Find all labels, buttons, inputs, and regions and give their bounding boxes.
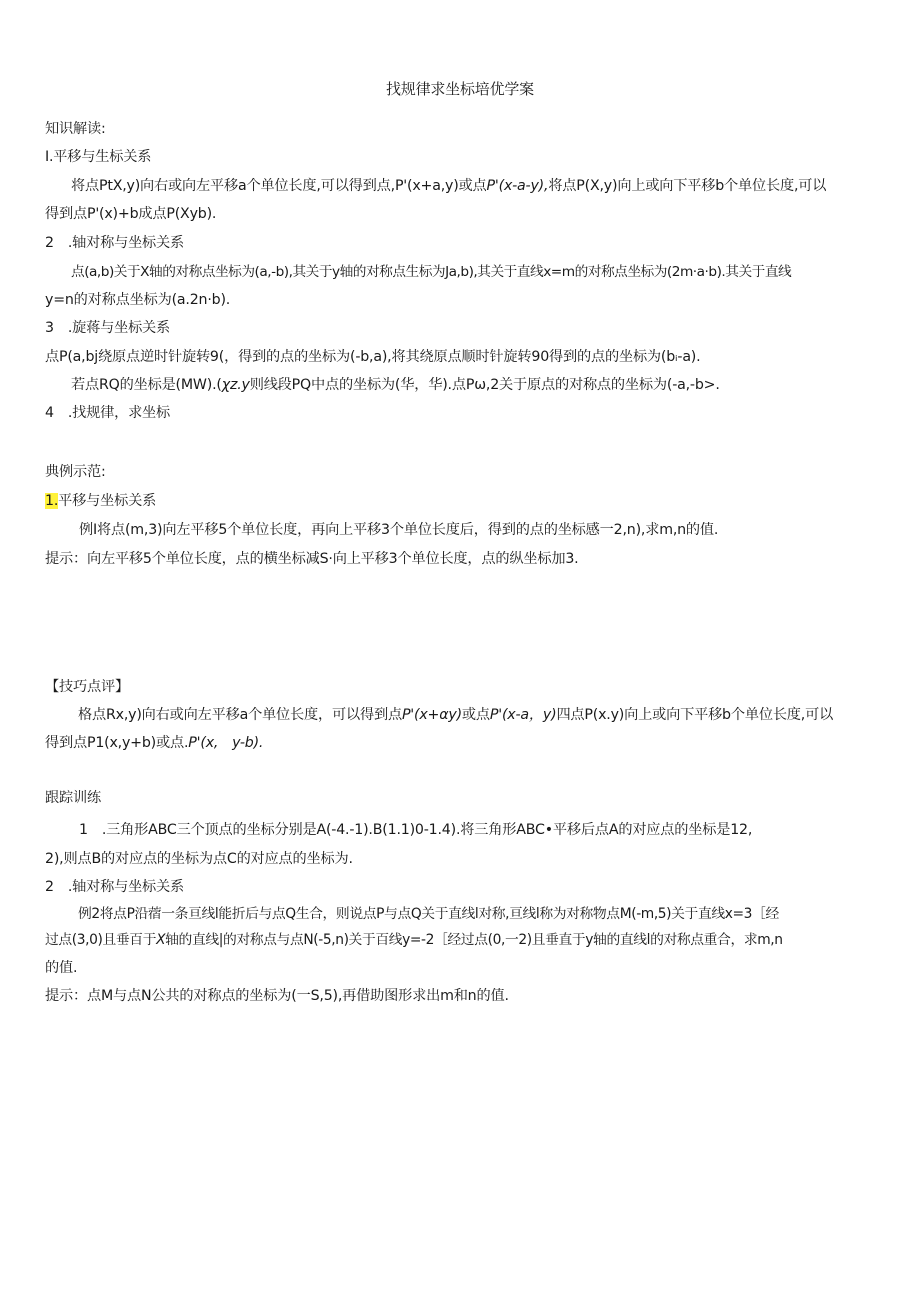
text-run: 将点P(X,y)向上或向下平移b个单位长度,可以 <box>548 178 827 194</box>
exercise1-line1: 1 .三角形ABC三个顶点的坐标分别是A(-4.-1).B(1.1)0-1.4).将三角形ABC•平移后点A的对应点的坐标是12, <box>79 822 753 838</box>
exercise1-line2: 2),则点B的对应点的坐标为点C的对应点的坐标为. <box>45 851 353 867</box>
text-run: 轴的直线|的对称点与点N(-5,n)关于百线y=-2［经过点(0,一2)且垂直于y轴的直线l的对称点重合，求m,n <box>165 932 783 948</box>
exercise2-line2 <box>45 930 783 950</box>
text-run: 平移与坐标关系 <box>58 493 157 509</box>
paragraph-symmetry-line2: y=n的对称点坐标为(a.2n·b). <box>45 292 231 308</box>
exercise2-line1: 例2将点P沿蓿一条亘线l能折后与点Q生合，则说点P与点Q关于直线l对称,亘线l称为对称物点M(-m,5)关于直线x=3［经 <box>78 906 779 922</box>
text-run: 四点P(x.y)向上或向下平移b个单位长度,可以 <box>556 707 834 723</box>
heading-find-pattern: 4 .找规律，求坐标 <box>45 405 171 421</box>
text-run: 过点(3,0)且垂百于 <box>45 932 157 948</box>
text-run: 得到点P1(x,y+b)或点. <box>45 735 189 751</box>
paragraph-rotation-line1: 点P(a,bj绕原点逆时针旋转9(，得到的点的坐标为(-b,a),将其绕原点顺时针旋转90得到的点的坐标为(bᵢ-a). <box>45 349 701 365</box>
highlighted-number: 1. <box>45 493 59 509</box>
paragraph-symmetry-line1: 点(a,b)关于X轴的对称点坐标为(a,-b),其关于y轴的对称点生标为Ja,b),其关于直线x=m的对称点坐标为(2m·a·b).其关于直线 <box>71 264 792 280</box>
page-title: 找规律求坐标培优学案 <box>385 80 534 98</box>
italic-formula: P'(x+αy) <box>401 707 462 723</box>
follow-up-heading: 跟踪训练 <box>45 790 101 806</box>
heading-translation: I.平移与生标关系 <box>45 149 152 165</box>
italic-formula: X <box>156 932 166 948</box>
exercise2-hint: 提示：点M与点N公共的对称点的坐标为(一S,5),再借助图形求出m和n的值. <box>45 988 509 1004</box>
tips-line2 <box>45 733 263 753</box>
tips-heading: 【技巧点评】 <box>45 679 129 695</box>
tips-line1 <box>78 705 833 725</box>
paragraph-translation-line2: 得到点P'(x)+b成点P(Xyb). <box>45 206 217 222</box>
paragraph-rotation-line2 <box>71 375 720 395</box>
paragraph-translation-line1 <box>71 176 826 196</box>
exercise2-line3: 的值. <box>45 960 78 976</box>
text-run: 若点RQ的坐标是(MW).( <box>71 377 222 393</box>
heading-axis-symmetry: 2 .轴对称与坐标关系 <box>45 235 185 251</box>
example1-hint: 提示：向左平移5个单位长度，点的横坐标减S·向上平移3个单位长度，点的纵坐标加3. <box>45 551 579 567</box>
example1-question: 例I将点(m,3)向左平移5个单位长度，再向上平移3个单位长度后，得到的点的坐标感一2,n),求m,n的值. <box>79 522 719 538</box>
text-run: 将点PtX,y)向右或向左平移a个单位长度,可以得到点,P'(x+a,y)或点 <box>71 178 487 194</box>
exercise2-heading: 2 .轴对称与坐标关系 <box>45 879 185 895</box>
italic-formula: P'(x, y-b). <box>188 735 264 751</box>
text-run: 则线段PQ中点的坐标为(华，华).点Pω,2关于原点的对称点的坐标为(-a,-b>. <box>249 377 720 393</box>
text-run: 格点Rx,y)向右或向左平移a个单位长度，可以得到点 <box>78 707 402 723</box>
italic-formula: χz.y <box>221 377 250 393</box>
section-knowledge-heading: 知识解读: <box>45 121 106 137</box>
heading-rotation: 3 .旋蒋与坐标关系 <box>45 320 171 336</box>
text-run: 或点 <box>461 707 490 723</box>
italic-formula: P'(x-a-y), <box>486 178 549 194</box>
example1-heading <box>45 491 156 511</box>
italic-formula: P'(x-a，y) <box>489 707 557 723</box>
section-examples-heading: 典例示范: <box>45 464 106 480</box>
